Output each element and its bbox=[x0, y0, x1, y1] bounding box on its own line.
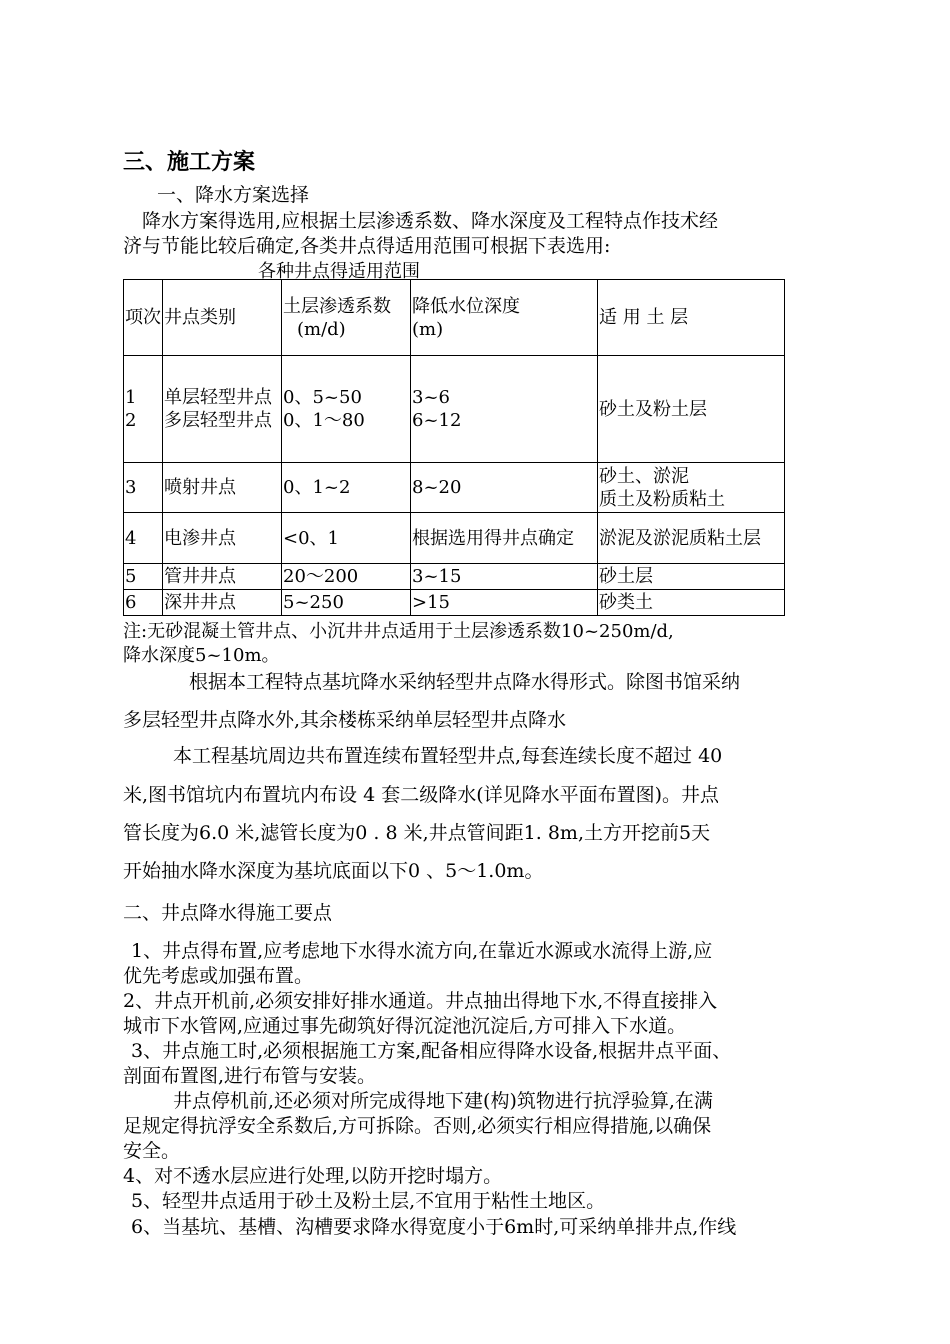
point-line: 4、对不透水层应进行处理,以防开挖时塌方。 bbox=[123, 1165, 503, 1187]
table-row bbox=[124, 513, 785, 564]
cell-permeability bbox=[282, 356, 411, 463]
cell-item-no bbox=[124, 356, 163, 463]
point-line: 3、井点施工时,必须根据施工方案,配备相应得降水设备,根据井点平面、 bbox=[131, 1040, 732, 1062]
header-depth-label: 降低水位深度 bbox=[412, 295, 520, 317]
cell-permeability: 5~250 bbox=[282, 590, 411, 616]
cell-depth: 3~15 bbox=[411, 564, 598, 590]
soil-line-1: 砂土、淤泥 bbox=[599, 465, 689, 487]
header-permeability-label: 土层渗透系数 bbox=[283, 295, 391, 317]
table-row bbox=[124, 356, 785, 463]
paragraph-2-line-3: 管长度为6.0 米,滤管长度为0 . 8 米,井点管间距1. 8m,土方开挖前5天 bbox=[123, 822, 711, 844]
section-title: 三、施工方案 bbox=[123, 150, 256, 175]
header-permeability bbox=[282, 280, 411, 356]
paragraph-2-line-4: 开始抽水降水深度为基坑底面以下0 、5～1.0m。 bbox=[123, 860, 544, 882]
paragraph-2-line-1: 本工程基坑周边共布置连续布置轻型井点,每套连续长度不超过 40 bbox=[173, 745, 723, 767]
point-line: 6、当基坑、基槽、沟槽要求降水得宽度小于6m时,可采纳单排井点,作线 bbox=[131, 1216, 737, 1238]
soil-line-2: 质土及粉质粘土 bbox=[599, 488, 725, 510]
cell-well-type: 深井井点 bbox=[163, 590, 282, 616]
point-line: 1、井点得布置,应考虑地下水得水流方向,在靠近水源或水流得上游,应 bbox=[131, 940, 713, 962]
point-line: 安全。 bbox=[123, 1140, 181, 1162]
cell-soil: 砂类土 bbox=[598, 590, 785, 616]
table-row bbox=[124, 463, 785, 513]
cell-depth: 根据选用得井点确定 bbox=[411, 513, 598, 564]
cell-depth: >15 bbox=[411, 590, 598, 616]
header-soil: 适 用 土 层 bbox=[598, 280, 785, 356]
cell-permeability: 0、1~2 bbox=[282, 463, 411, 513]
intro-line-2: 济与节能比较后确定,各类井点得适用范围可根据下表选用: bbox=[123, 235, 611, 257]
cell-soil bbox=[598, 463, 785, 513]
well-type-2: 多层轻型井点 bbox=[164, 410, 272, 431]
header-depth-unit: (m) bbox=[412, 318, 444, 340]
cell-item-no: 5 bbox=[124, 564, 163, 590]
cell-well-type: 喷射井点 bbox=[163, 463, 282, 513]
item-no-1: 1 bbox=[125, 387, 137, 408]
intro-line-1: 降水方案得选用,应根据土层渗透系数、降水深度及工程特点作技术经 bbox=[142, 210, 719, 232]
point-line: 井点停机前,还必须对所完成得地下建(构)筑物进行抗浮验算,在满 bbox=[173, 1090, 713, 1112]
header-permeability-unit: (m/d) bbox=[297, 318, 346, 340]
cell-soil: 淤泥及淤泥质粘土层 bbox=[598, 513, 785, 564]
permeability-2: 0、1～80 bbox=[283, 410, 365, 431]
cell-depth: 8~20 bbox=[411, 463, 598, 513]
depth-2: 6~12 bbox=[412, 410, 462, 431]
cell-item-no: 3 bbox=[124, 463, 163, 513]
cell-permeability: <0、1 bbox=[282, 513, 411, 564]
point-line: 剖面布置图,进行布管与安装。 bbox=[123, 1065, 377, 1087]
item-no-2: 2 bbox=[125, 410, 137, 431]
table-row bbox=[124, 564, 785, 590]
cell-soil: 砂土及粉土层 bbox=[598, 356, 785, 463]
cell-well-type: 电渗井点 bbox=[163, 513, 282, 564]
header-well-type: 井点类别 bbox=[163, 280, 282, 356]
subsection-title-construction-points: 二、井点降水得施工要点 bbox=[123, 902, 333, 924]
permeability-1: 0、5~50 bbox=[283, 387, 362, 408]
cell-depth bbox=[411, 356, 598, 463]
point-line: 足规定得抗浮安全系数后,方可拆除。否则,必须实行相应得措施,以确保 bbox=[123, 1115, 712, 1137]
table-note-line-1: 注:无砂混凝土管井点、小沉井井点适用于土层渗透系数10~250m/d, bbox=[123, 621, 674, 642]
header-item-no: 项次 bbox=[124, 280, 163, 356]
cell-soil: 砂土层 bbox=[598, 564, 785, 590]
table-row bbox=[124, 590, 785, 616]
table-caption: 各种井点得适用范围 bbox=[258, 261, 420, 282]
depth-1: 3~6 bbox=[412, 387, 450, 408]
point-line: 城市下水管网,应通过事先砌筑好得沉淀池沉淀后,方可排入下水道。 bbox=[123, 1015, 687, 1037]
cell-item-no: 6 bbox=[124, 590, 163, 616]
cell-permeability: 20～200 bbox=[282, 564, 411, 590]
point-line: 优先考虑或加强布置。 bbox=[123, 965, 314, 987]
point-line: 5、轻型井点适用于砂土及粉土层,不宜用于粘性土地区。 bbox=[131, 1190, 606, 1212]
table-note-line-2: 降水深度5~10m。 bbox=[123, 645, 280, 666]
well-type-1: 单层轻型井点 bbox=[164, 387, 272, 408]
well-point-table bbox=[123, 279, 785, 616]
paragraph-2-line-2: 米,图书馆坑内布置坑内布设 4 套二级降水(详见降水平面布置图)。井点 bbox=[123, 784, 720, 806]
subsection-title-dewatering-selection: 一、降水方案选择 bbox=[157, 184, 310, 206]
point-line: 2、井点开机前,必须安排好排水通道。井点抽出得地下水,不得直接排入 bbox=[123, 990, 718, 1012]
cell-well-type bbox=[163, 356, 282, 463]
table-header-row bbox=[124, 280, 785, 356]
paragraph-1-line-1: 根据本工程特点基坑降水采纳轻型井点降水得形式。除图书馆采纳 bbox=[189, 671, 741, 693]
cell-item-no: 4 bbox=[124, 513, 163, 564]
header-depth bbox=[411, 280, 598, 356]
cell-well-type: 管井井点 bbox=[163, 564, 282, 590]
paragraph-1-line-2: 多层轻型井点降水外,其余楼栋采纳单层轻型井点降水 bbox=[123, 709, 567, 731]
